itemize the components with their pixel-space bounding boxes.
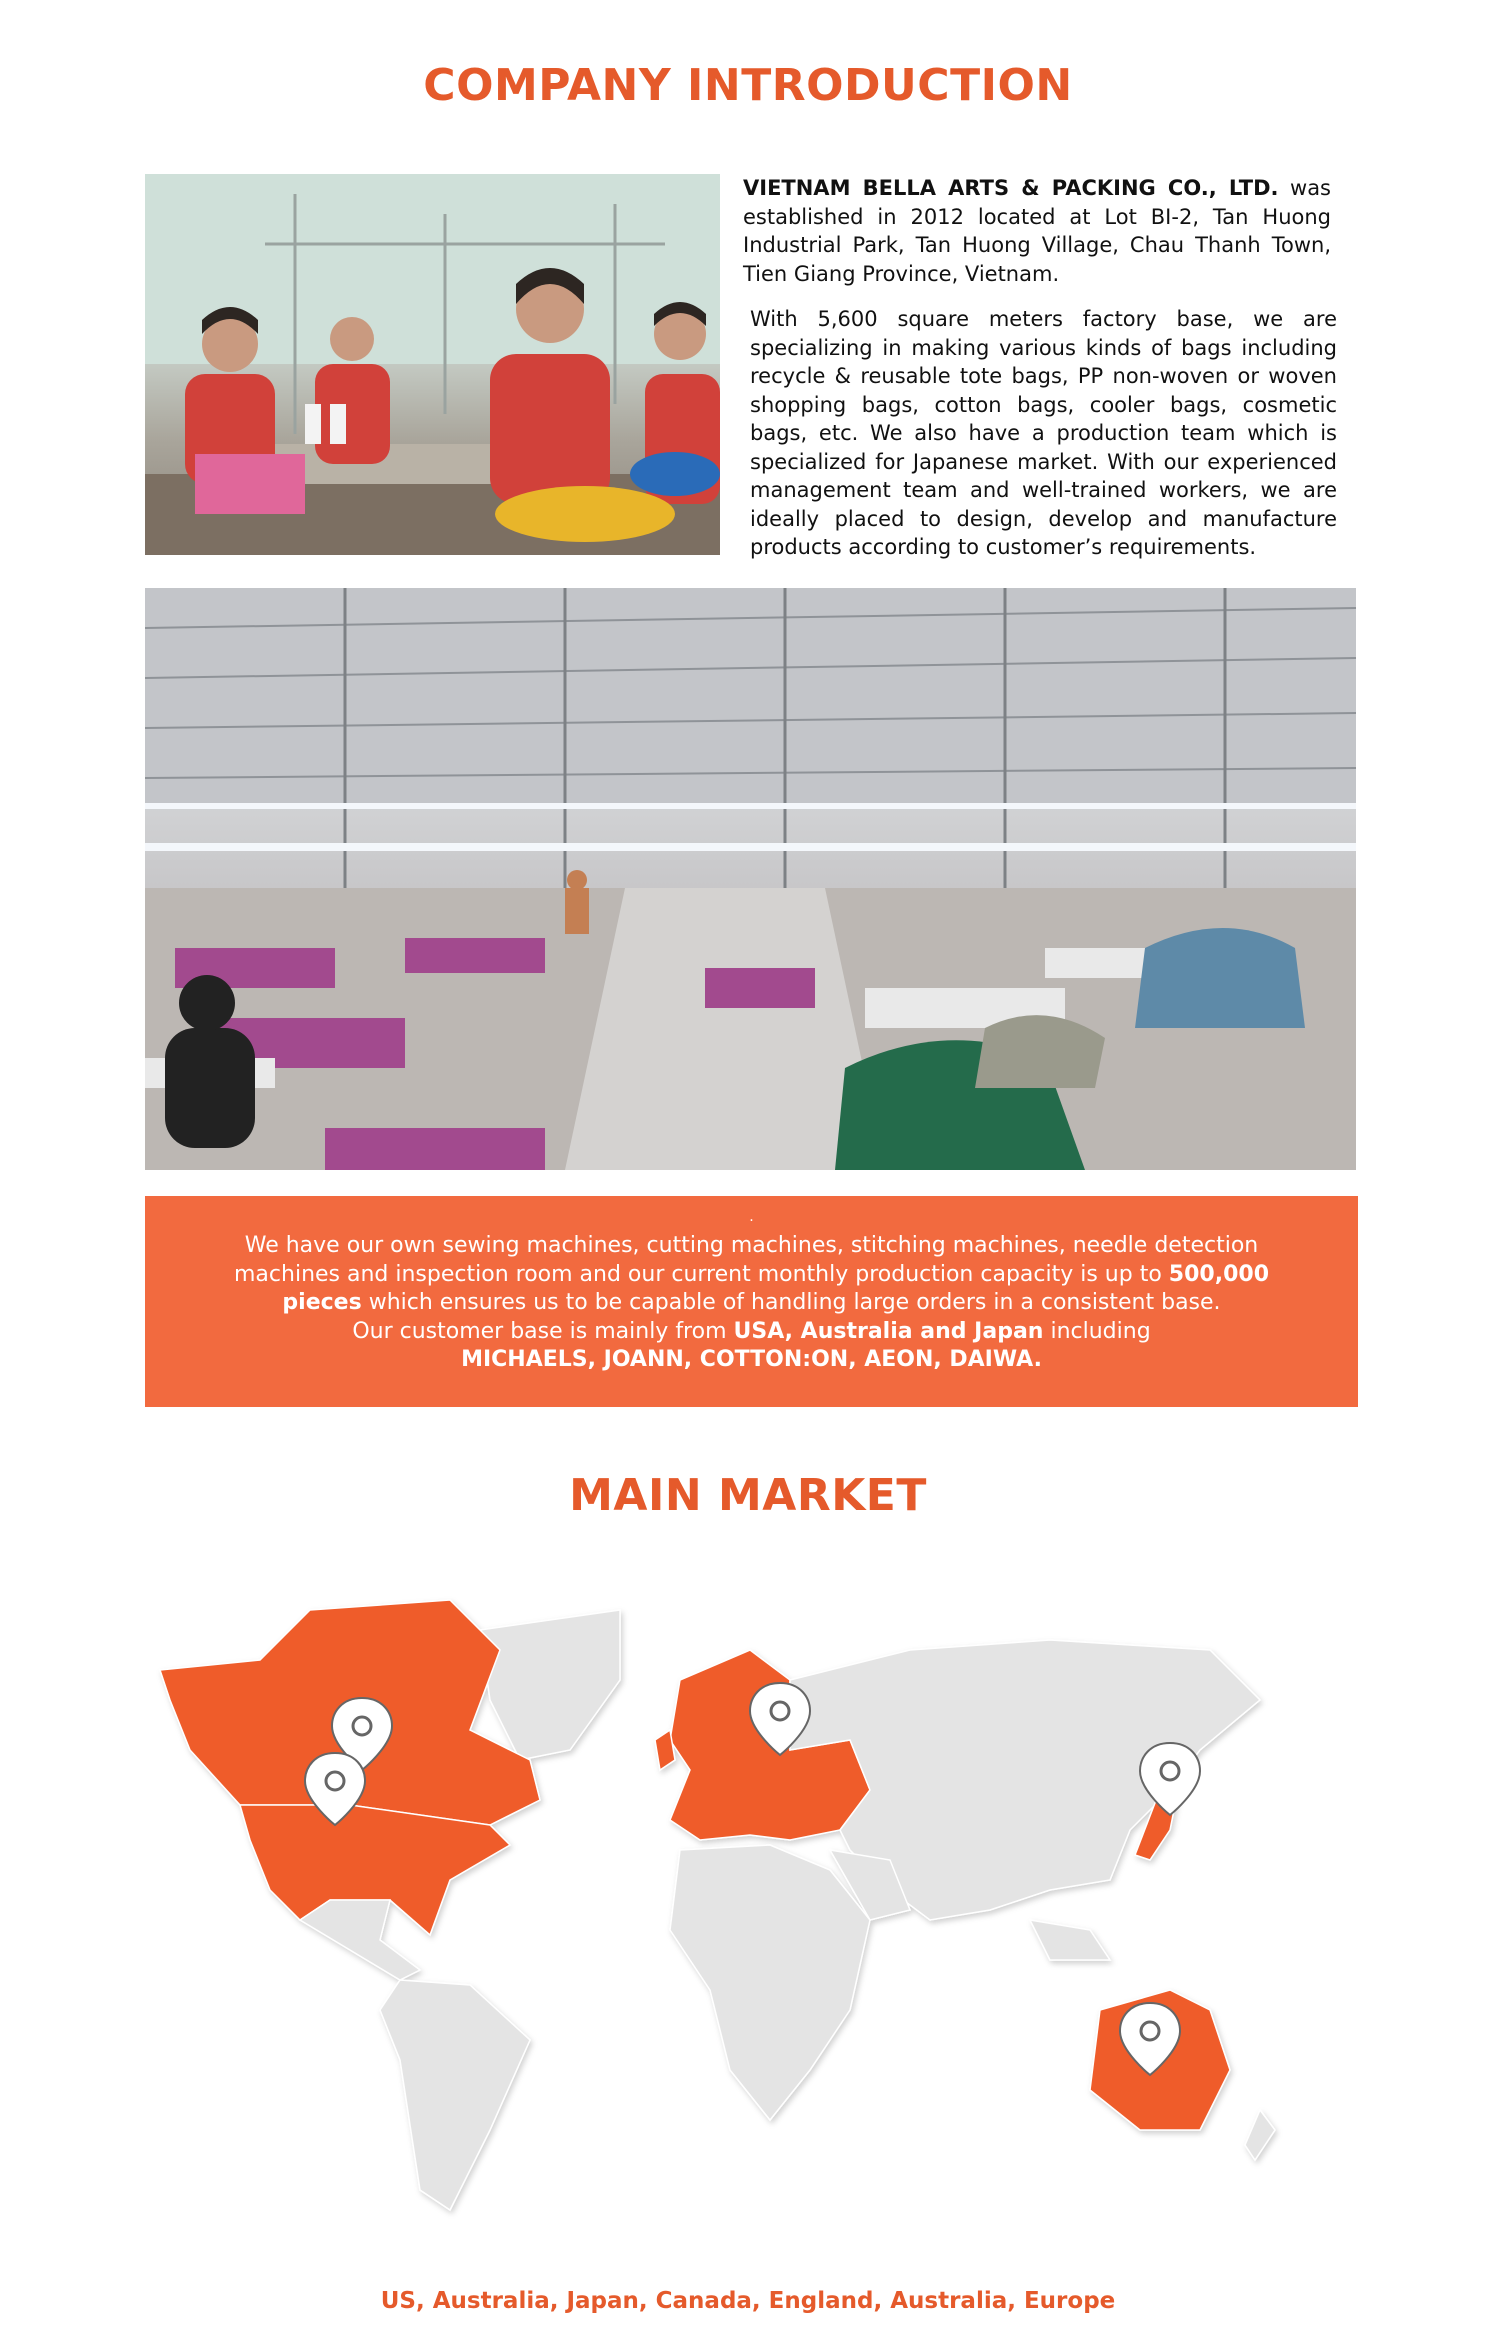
- customer-list: MICHAELS, JOANN, COTTON:ON, AEON, DAIWA.: [461, 1347, 1042, 1372]
- sewing-workers-photo: [145, 174, 720, 555]
- company-name: VIETNAM BELLA ARTS & PACKING CO., LTD.: [743, 176, 1279, 200]
- company-intro-paragraph: [743, 174, 1331, 288]
- customer-regions: USA, Australia and Japan: [733, 1318, 1044, 1344]
- customer-base-part1: Our customer base is mainly from: [352, 1318, 734, 1344]
- capacity-text-part1: We have our own sewing machines, cutting machines, stitching machines, needle detection machines and inspection room and our current monthly production capacity is up to: [234, 1233, 1259, 1287]
- capacity-text: [145, 1232, 1358, 1318]
- customer-base-text: [145, 1318, 1358, 1347]
- production-capacity-box: [145, 1196, 1358, 1407]
- decorative-dot: .: [749, 1209, 754, 1225]
- capacity-amount: 500,000 pieces: [282, 1261, 1269, 1315]
- capacity-text-part2: which ensures us to be capable of handling large orders in a consistent base.: [361, 1290, 1221, 1315]
- customer-base-part2: including: [1043, 1318, 1151, 1344]
- market-country-list: US, Australia, Japan, Canada, England, Australia, Europe: [380, 2288, 1116, 2314]
- company-establishment-text: was established in 2012 located at Lot BI-2, Tan Huong Industrial Park, Tan Huong Village, Chau Thanh Town, Tien Giang Province, Vietnam.: [743, 176, 1331, 286]
- main-market-title: MAIN MARKET: [569, 1470, 927, 1521]
- company-capabilities-paragraph: With 5,600 square meters factory base, we are specializing in making various kinds of bags including recycle & reusable tote bags, PP non-woven or woven shopping bags, cotton bags, cooler bags, cosmetic bags, etc. We also have a production team which is specialized for Japanese market. With our experienced management team and well-trained workers, we are ideally placed to design, develop and manufacture products according to customer’s requirements.: [750, 307, 1337, 559]
- company-introduction-title: COMPANY INTRODUCTION: [423, 60, 1073, 111]
- world-market-map: [150, 1590, 1350, 2230]
- factory-floor-photo: [145, 588, 1356, 1170]
